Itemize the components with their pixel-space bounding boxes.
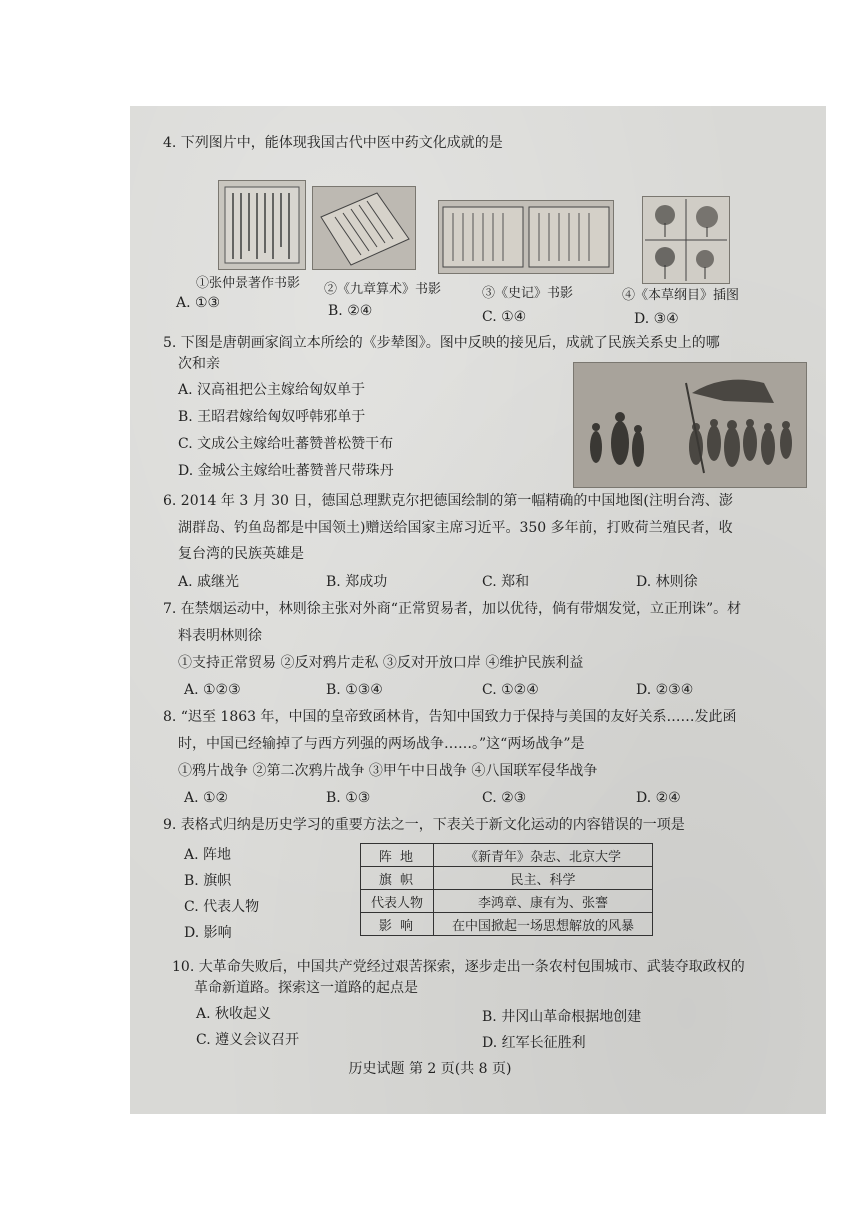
q4-caption-2: ②《九章算术》书影 [324, 282, 442, 297]
table-key: 旗 帜 [361, 867, 434, 890]
q6-option-d: D. 林则徐 [636, 574, 698, 590]
table-value: 李鸿章、康有为、张謇 [434, 890, 653, 913]
table-value: 《新青年》杂志、北京大学 [434, 844, 653, 867]
table-row [361, 890, 653, 913]
q5-option-c: C. 文成公主嫁给吐蕃赞普松赞干布 [178, 436, 394, 452]
q4-caption-3: ③《史记》书影 [482, 286, 574, 301]
q10-option-d: D. 红军长征胜利 [482, 1035, 586, 1051]
q4-option-d: D. ③④ [634, 311, 679, 327]
q8-line1: 8. “迟至 1863 年，中国的皇帝致函林肯，告知中国致力于保持与美国的友好关系……发此函 [163, 709, 737, 725]
q8-items: ①鸦片战争 ②第二次鸦片战争 ③甲午中日战争 ④八国联军侵华战争 [178, 763, 598, 779]
q8-option-b: B. ①③ [326, 790, 371, 806]
q5-painting-image [573, 362, 807, 488]
q9-option-b: B. 旗帜 [184, 873, 232, 889]
q4-option-b: B. ②④ [328, 303, 373, 319]
q9-table [360, 843, 653, 936]
table-value: 民主、科学 [434, 867, 653, 890]
q4-caption-4: ④《本草纲目》插图 [622, 288, 740, 303]
q5-option-b: B. 王昭君嫁给匈奴呼韩邪单于 [178, 409, 366, 425]
q5-stem-line1: 5. 下图是唐朝画家阎立本所绘的《步辇图》。图中反映的接见后，成就了民族关系史上的哪 [163, 335, 720, 351]
q4-option-a: A. ①③ [176, 295, 221, 311]
q6-line1: 6. 2014 年 3 月 30 日，德国总理默克尔把德国绘制的第一幅精确的中国地图(注明台湾、澎 [163, 493, 733, 509]
q6-option-c: C. 郑和 [482, 574, 530, 590]
q6-line2: 湖群岛、钓鱼岛都是中国领土)赠送给国家主席习近平。350 多年前，打败荷兰殖民者，收 [178, 520, 733, 536]
table-key: 阵 地 [361, 844, 434, 867]
q4-stem: 4. 下列图片中，能体现我国古代中医中药文化成就的是 [163, 135, 503, 151]
q4-image-2 [312, 186, 416, 270]
q7-option-b: B. ①③④ [326, 682, 383, 698]
q4-image-4 [642, 196, 730, 284]
q6-option-b: B. 郑成功 [326, 574, 388, 590]
table-key: 影 响 [361, 913, 434, 936]
q8-option-d: D. ②④ [636, 790, 681, 806]
q4-option-c: C. ①④ [482, 309, 527, 325]
q10-line1: 10. 大革命失败后，中国共产党经过艰苦探索，逐步走出一条农村包围城市、武装夺取政权的 [172, 959, 745, 975]
q9-option-d: D. 影响 [184, 925, 232, 941]
table-row [361, 913, 653, 936]
table-row [361, 844, 653, 867]
q7-option-a: A. ①②③ [184, 682, 241, 698]
q9-option-a: A. 阵地 [184, 847, 232, 863]
q7-option-d: D. ②③④ [636, 682, 694, 698]
q8-line2: 时，中国已经输掉了与西方列强的两场战争……。”这“两场战争”是 [178, 736, 585, 752]
q8-option-c: C. ②③ [482, 790, 527, 806]
q4-image-3 [438, 200, 614, 274]
q4-image-1 [218, 180, 306, 270]
q4-caption-1: ①张仲景著作书影 [196, 276, 301, 291]
q6-line3: 复台湾的民族英雄是 [178, 546, 304, 562]
table-value: 在中国掀起一场思想解放的风暴 [434, 913, 653, 936]
q5-option-d: D. 金城公主嫁给吐蕃赞普尺带珠丹 [178, 463, 394, 479]
q7-line1: 7. 在禁烟运动中，林则徐主张对外商“正常贸易者，加以优待，倘有带烟发觉，立正刑诛”。材 [163, 601, 742, 617]
q10-option-c: C. 遵义会议召开 [196, 1032, 300, 1048]
table-row [361, 867, 653, 890]
q7-line2: 料表明林则徐 [178, 628, 262, 644]
q5-option-a: A. 汉高祖把公主嫁给匈奴单于 [178, 382, 366, 398]
page-footer: 历史试题 第 2 页(共 8 页) [348, 1061, 512, 1077]
q9-option-c: C. 代表人物 [184, 899, 260, 915]
q9-stem: 9. 表格式归纳是历史学习的重要方法之一，下表关于新文化运动的内容错误的一项是 [163, 817, 685, 833]
q10-option-a: A. 秋收起义 [196, 1006, 272, 1022]
q5-stem-line2: 次和亲 [178, 356, 220, 372]
q8-option-a: A. ①② [184, 790, 229, 806]
table-key: 代表人物 [361, 890, 434, 913]
q7-items: ①支持正常贸易 ②反对鸦片走私 ③反对开放口岸 ④维护民族利益 [178, 655, 584, 671]
q7-option-c: C. ①②④ [482, 682, 539, 698]
q10-option-b: B. 井冈山革命根据地创建 [482, 1009, 642, 1025]
q10-line2: 革命新道路。探索这一道路的起点是 [194, 980, 418, 996]
q6-option-a: A. 戚继光 [178, 574, 240, 590]
